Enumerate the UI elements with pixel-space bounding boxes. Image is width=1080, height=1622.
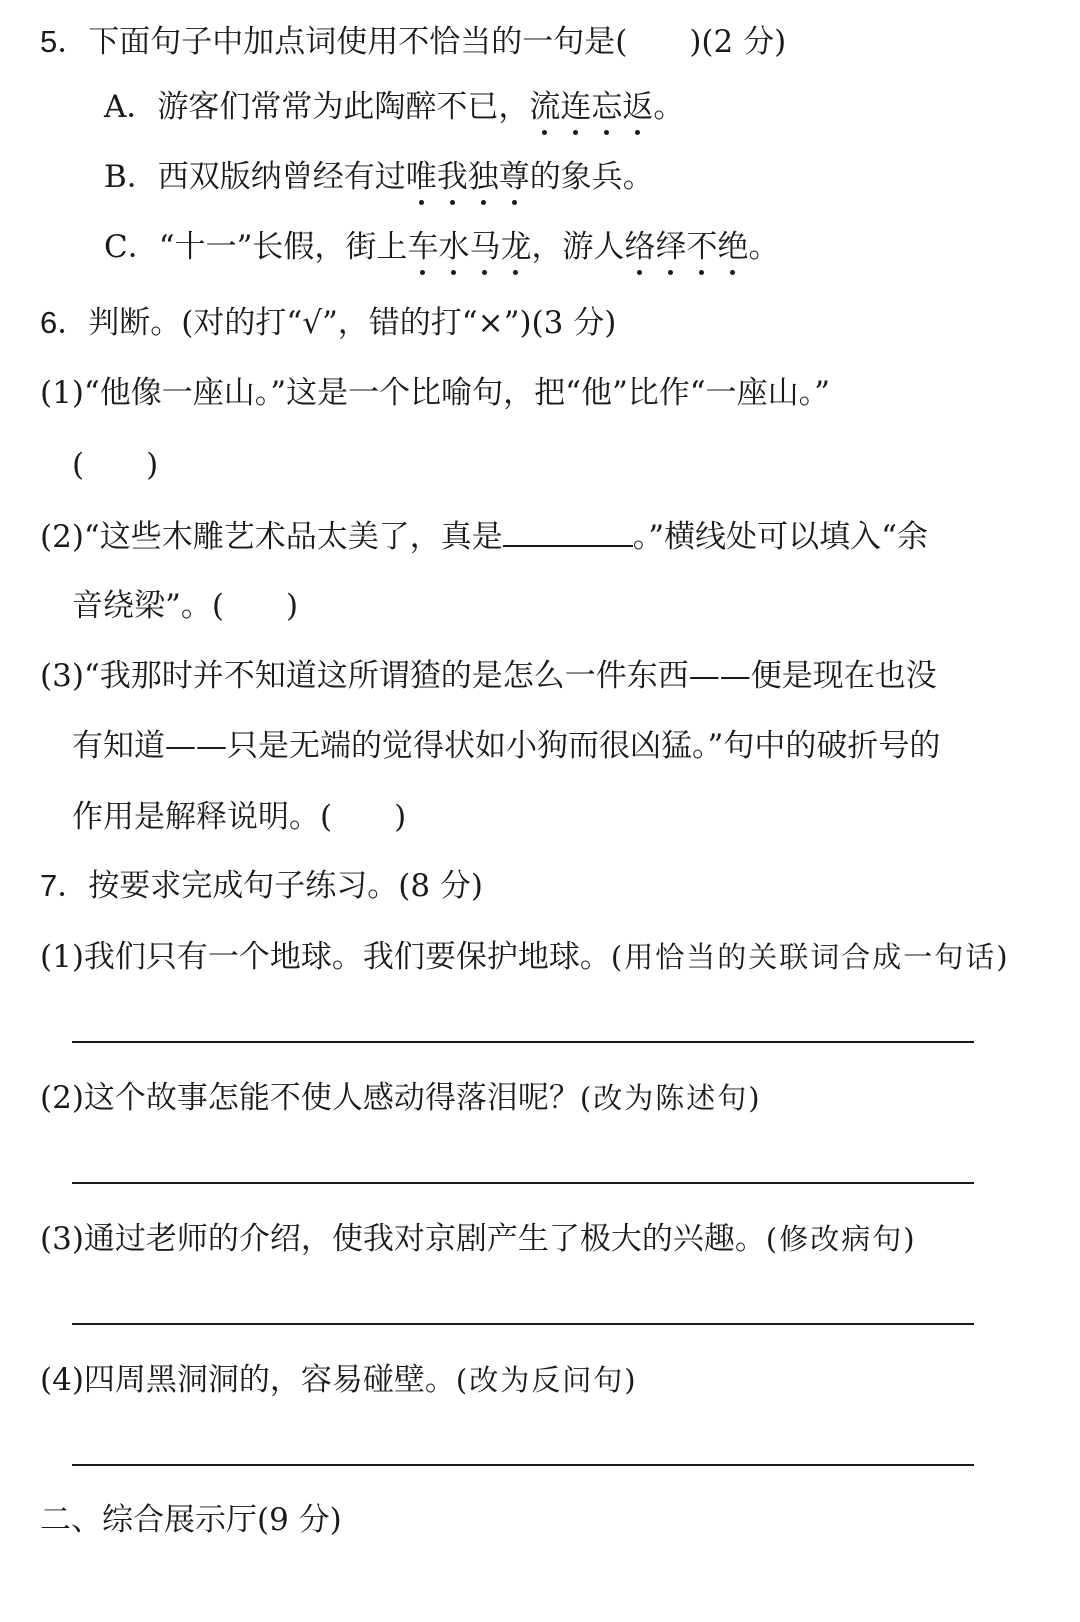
dotted-character: 绝: [717, 229, 749, 265]
q6-stem: [40, 303, 616, 343]
option-text: 西双版纳曾经有过: [157, 159, 406, 195]
q7-stem-text: 按要求完成句子练习。(8 分): [88, 868, 484, 904]
q7-item-2: [40, 1078, 762, 1118]
q5-option-c: [104, 227, 779, 267]
dotted-word: [407, 229, 531, 265]
dotted-character: 我: [436, 159, 468, 195]
q5-option-b: [104, 157, 654, 197]
option-label: B．: [104, 159, 158, 195]
dotted-word: [529, 89, 653, 125]
dotted-character: 不: [686, 229, 718, 265]
q7-stem: [40, 866, 483, 906]
fill-blank[interactable]: [503, 515, 633, 547]
option-text: ，游人: [531, 229, 625, 265]
dotted-word: [624, 229, 748, 265]
dotted-character: 返: [622, 89, 654, 125]
q6-item-2-line2[interactable]: 音绕梁”。( ): [72, 588, 299, 624]
item-instruction: (改为陈述句): [579, 1081, 762, 1115]
q6-item-3-line2: 有知道——只是无端的觉得状如小狗而很凶猛。”句中的破折号的: [72, 728, 941, 764]
q6-item-3-line1: (3)“我那时并不知道这所谓猹的是怎么一件东西——便是现在也没: [40, 658, 937, 694]
dotted-character: 忘: [591, 89, 623, 125]
q7-item-1: [40, 937, 1010, 977]
q7-number: 7．: [40, 868, 89, 903]
dotted-character: 车: [407, 229, 439, 265]
answer-line-2[interactable]: [72, 1182, 974, 1184]
item-text: (1)我们只有一个地球。我们要保护地球。: [40, 939, 611, 975]
option-label: A．: [104, 89, 158, 125]
dotted-character: 水: [438, 229, 470, 265]
answer-line-4[interactable]: [72, 1464, 974, 1466]
dotted-character: 尊: [498, 159, 530, 195]
section-2-heading: 二、综合展示厅(9 分): [40, 1502, 342, 1538]
item-text: (3)通过老师的介绍，使我对京剧产生了极大的兴趣。: [40, 1221, 766, 1257]
dotted-character: 独: [467, 159, 499, 195]
item-instruction: (改为反问句): [455, 1363, 638, 1397]
option-text: 。: [748, 229, 780, 265]
q6-number: 6．: [40, 305, 89, 340]
q6-stem-text: 判断。(对的打“√”，错的打“×”)(3 分): [88, 305, 617, 341]
q5-stem: [40, 22, 786, 62]
option-text: 的象兵。: [529, 159, 654, 195]
item-text: (2)这个故事怎能不使人感动得落泪呢？: [40, 1080, 580, 1116]
q5-stem-text: 下面句子中加点词使用不恰当的一句是( )(2 分): [88, 24, 787, 60]
dotted-character: 连: [560, 89, 592, 125]
q7-item-3: [40, 1219, 917, 1259]
item-text: (4)四周黑洞洞的，容易碰壁。: [40, 1362, 456, 1398]
option-text: “十一”长假，街上: [158, 229, 408, 265]
item-instruction: (用恰当的关联词合成一句话): [610, 940, 1010, 974]
q7-item-4: [40, 1360, 638, 1400]
dotted-character: 龙: [500, 229, 532, 265]
q6-item-1-answer-bracket[interactable]: ( ): [72, 447, 159, 483]
dotted-character: 绎: [655, 229, 687, 265]
answer-line-3[interactable]: [72, 1323, 974, 1325]
item-instruction: (修改病句): [765, 1222, 917, 1256]
q6-item-2-line1: [40, 515, 928, 557]
q5-option-a: [104, 87, 684, 127]
dotted-character: 唯: [405, 159, 437, 195]
q5-number: 5．: [40, 24, 89, 59]
option-label: C．: [104, 229, 159, 265]
item-text: (2)“这些木雕艺术品太美了，真是: [40, 519, 503, 555]
option-text: 。: [653, 89, 685, 125]
dotted-character: 马: [469, 229, 501, 265]
dotted-character: 流: [529, 89, 561, 125]
dotted-word: [406, 159, 530, 195]
q6-item-3-line3[interactable]: 作用是解释说明。( ): [72, 799, 407, 835]
item-text: 。”横线处可以填入“余: [632, 519, 928, 555]
answer-line-1[interactable]: [72, 1041, 974, 1043]
dotted-character: 络: [624, 229, 656, 265]
option-text: 游客们常常为此陶醉不已，: [157, 89, 530, 125]
q6-item-1-line1: (1)“他像一座山。”这是一个比喻句，把“他”比作“一座山。”: [40, 375, 830, 411]
